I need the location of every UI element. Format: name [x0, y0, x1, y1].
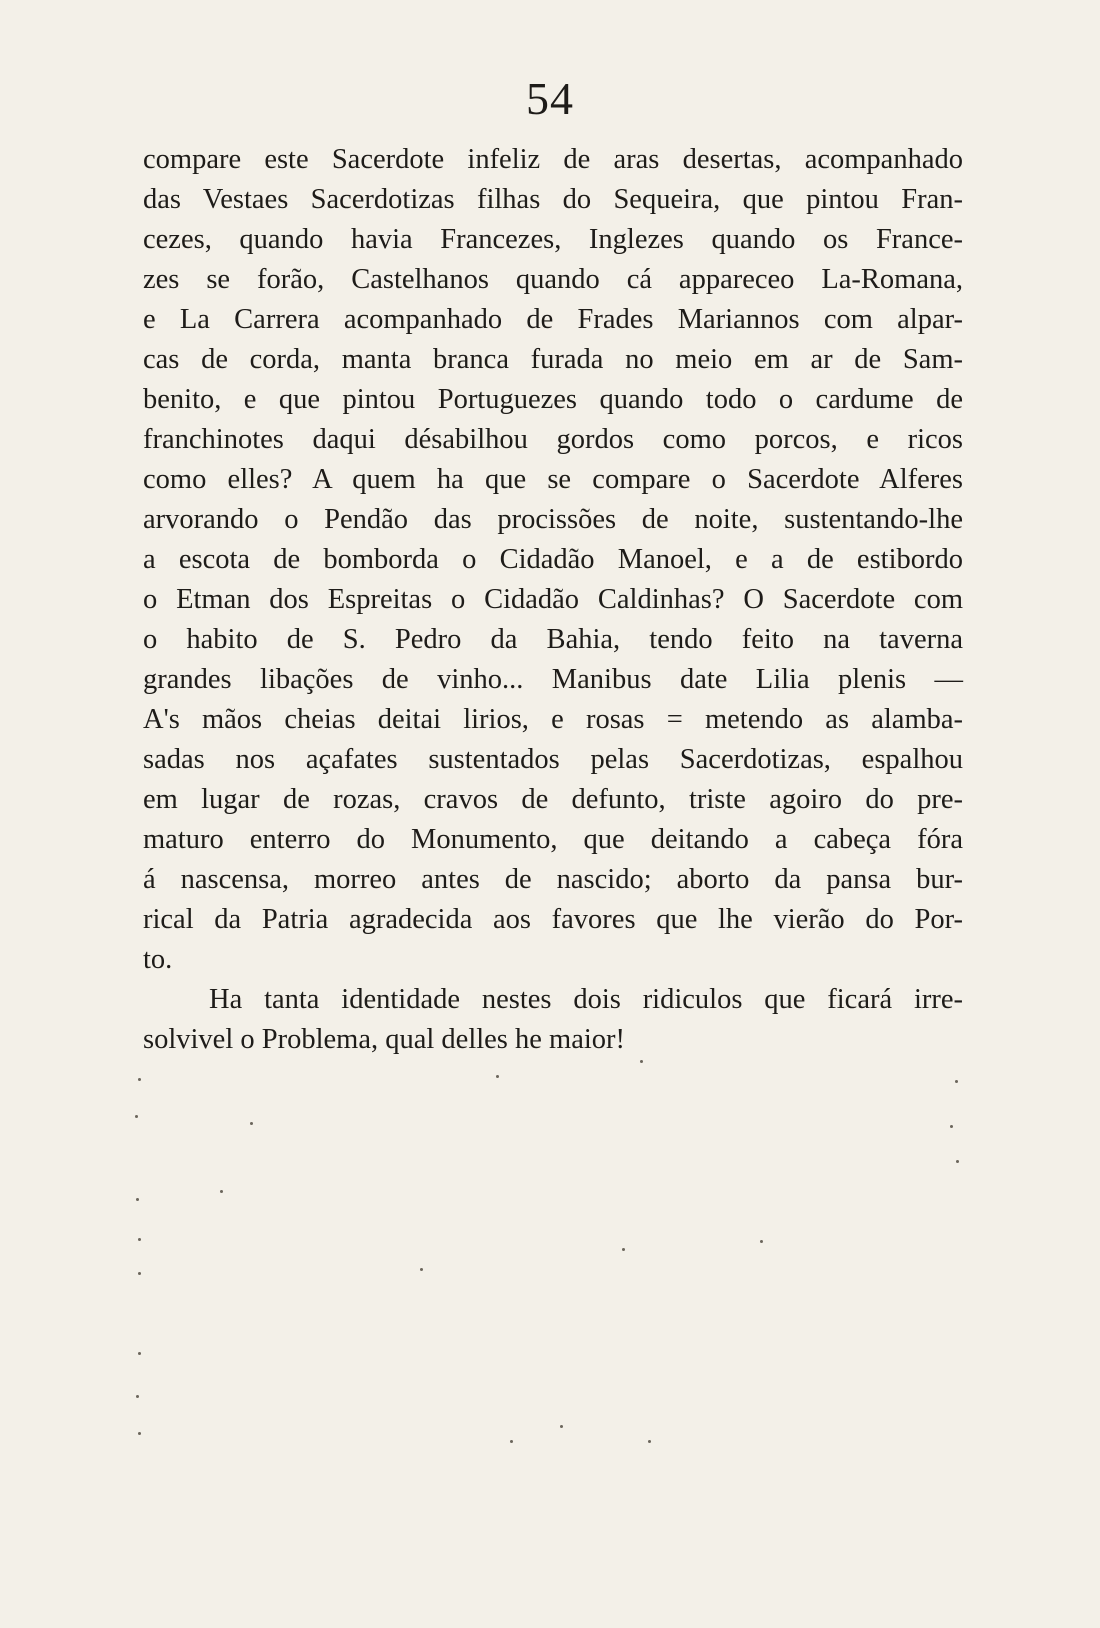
- text-line: maturo enterro do Monumento, que deitando a cabeça fóra: [143, 824, 963, 855]
- text-line: em lugar de rozas, cravos de defunto, triste agoiro do pre-: [143, 784, 963, 815]
- text-line: e La Carrera acompanhado de Frades Mariannos com alpar-: [143, 304, 963, 335]
- text-line: cas de corda, manta branca furada no meio em ar de Sam-: [143, 344, 963, 375]
- text-line: rical da Patria agradecida aos favores que lhe vierão do Por-: [143, 904, 963, 935]
- text-line: o habito de S. Pedro da Bahia, tendo feito na taverna: [143, 624, 963, 655]
- text-line: to.: [143, 944, 173, 975]
- text-line: cezes, quando havia Francezes, Inglezes quando os France-: [143, 224, 963, 255]
- text-line: o Etman dos Espreitas o Cidadão Caldinhas? O Sacerdote com: [143, 584, 963, 615]
- text-line: á nascensa, morreo antes de nascido; aborto da pansa bur-: [143, 864, 963, 895]
- text-line: arvorando o Pendão das procissões de noite, sustentando-lhe: [143, 504, 963, 535]
- text-line: como elles? A quem ha que se compare o Sacerdote Alferes: [143, 464, 963, 495]
- text-line: A's mãos cheias deitai lirios, e rosas = metendo as alamba-: [143, 704, 963, 735]
- text-line: grandes libações de vinho... Manibus date Lilia plenis —: [143, 664, 963, 695]
- text-line: a escota de bomborda o Cidadão Manoel, e a de estibordo: [143, 544, 963, 575]
- text-line: compare este Sacerdote infeliz de aras desertas, acompanhado: [143, 144, 963, 175]
- text-line: zes se forão, Castelhanos quando cá appareceo La-Romana,: [143, 264, 963, 295]
- text-line: sadas nos açafates sustentados pelas Sacerdotizas, espalhou: [143, 744, 963, 775]
- text-line: solvivel o Problema, qual delles he maior!: [143, 1024, 626, 1055]
- page-number: 54: [526, 73, 574, 124]
- body-text: [143, 140, 963, 1060]
- paragraph-1: [143, 140, 963, 980]
- paragraph-2: [143, 980, 963, 1060]
- text-line: Ha tanta identidade nestes dois ridiculos que ficará irre-: [209, 984, 963, 1015]
- text-line: franchinotes daqui désabilhou gordos como porcos, e ricos: [143, 424, 963, 455]
- text-line: das Vestaes Sacerdotizas filhas do Sequeira, que pintou Fran-: [143, 184, 963, 215]
- text-line: benito, e que pintou Portuguezes quando todo o cardume de: [143, 384, 963, 415]
